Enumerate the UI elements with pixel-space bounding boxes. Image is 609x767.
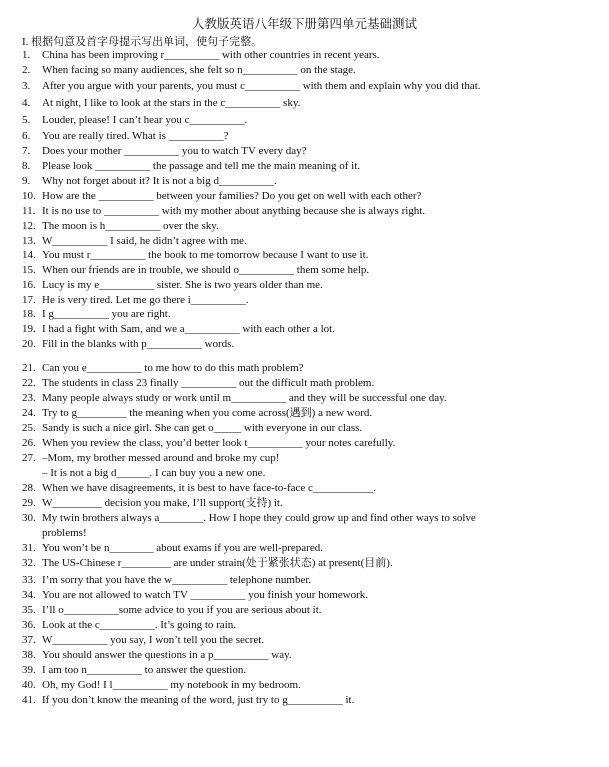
question-item <box>22 204 592 219</box>
question-item <box>22 588 592 603</box>
question-item <box>22 322 592 337</box>
question-number: 3. <box>22 80 31 92</box>
question-text: Please look __________ the passage and tell me the main meaning of it. <box>42 160 361 172</box>
question-text: You are not allowed to watch TV __________ you finish your homework. <box>42 589 368 601</box>
question-number: 4. <box>22 97 31 109</box>
question-text: At night, I like to look at the stars in the c__________ sky. <box>42 97 301 109</box>
question-item <box>22 79 592 94</box>
question-item <box>22 219 592 234</box>
question-text: I’m sorry that you have the w__________ telephone number. <box>42 574 312 586</box>
question-item <box>22 248 592 263</box>
question-item <box>22 618 592 633</box>
question-item <box>22 337 592 352</box>
question-number: 38. <box>22 649 36 661</box>
question-item <box>22 421 592 436</box>
question-text: W_________ decision you make, I’ll support(支持) it. <box>42 497 283 509</box>
question-text: The students in class 23 finally __________ out the difficult math problem. <box>42 377 375 389</box>
question-text: Fill in the blanks with p__________ words. <box>42 338 235 350</box>
question-number: 37. <box>22 634 36 646</box>
question-number: 19. <box>22 323 36 335</box>
question-text: I g__________ you are right. <box>42 308 171 320</box>
question-number: 27. <box>22 452 36 464</box>
question-item <box>22 466 592 481</box>
question-text: I’ll o__________some advice to you if you are serious about it. <box>42 604 322 616</box>
question-item <box>22 451 592 466</box>
question-number: 13. <box>22 235 36 247</box>
question-number: 26. <box>22 437 36 449</box>
question-item <box>22 648 592 663</box>
question-text: Louder, please! I can’t hear you c__________. <box>42 114 248 126</box>
question-item <box>22 406 592 421</box>
question-item <box>22 278 592 293</box>
question-text: He is very tired. Let me go there i__________. <box>42 294 249 306</box>
question-item <box>22 436 592 451</box>
question-item <box>22 496 592 511</box>
question-number: 33. <box>22 574 36 586</box>
question-text: You should answer the questions in a p__________ way. <box>42 649 292 661</box>
question-text: W__________ you say, I won’t tell you the secret. <box>42 634 265 646</box>
question-text: Many people always study or work until m__________ and they will be successful one day. <box>42 392 447 404</box>
question-number: 32. <box>22 557 36 569</box>
question-item <box>22 663 592 678</box>
question-number: 11. <box>22 205 36 217</box>
question-item <box>22 391 592 406</box>
question-item <box>22 376 592 391</box>
question-number: 2. <box>22 64 31 76</box>
question-item <box>22 159 592 174</box>
question-number: 24. <box>22 407 36 419</box>
question-text: The moon is h__________ over the sky. <box>42 220 219 232</box>
question-number: 22. <box>22 377 36 389</box>
question-text: The US-Chinese r_________ are under strain(处于紧张状态) at present(目前). <box>42 557 393 569</box>
question-text: After you argue with your parents, you must c__________ with them and explain why you did that. <box>42 80 481 92</box>
question-item <box>22 293 592 308</box>
question-item <box>22 63 592 78</box>
question-text: China has been improving r__________ with other countries in recent years. <box>42 49 380 61</box>
question-number: 8. <box>22 160 31 172</box>
question-number: 23. <box>22 392 36 404</box>
question-number: 14. <box>22 249 36 261</box>
question-text: I am too n__________ to answer the question. <box>42 664 247 676</box>
question-text: If you don’t know the meaning of the word, just try to g__________ it. <box>42 694 355 706</box>
question-number: 18. <box>22 308 36 320</box>
question-item <box>22 511 592 540</box>
question-text: Sandy is such a nice girl. She can get o_____ with everyone in our class. <box>42 422 363 434</box>
question-item <box>22 234 592 249</box>
question-number: 21. <box>22 362 36 374</box>
question-item <box>22 481 592 496</box>
question-item <box>22 603 592 618</box>
question-number: 7. <box>22 145 31 157</box>
question-item <box>22 678 592 693</box>
question-text: When you review the class, you’d better look t__________ your notes carefully. <box>42 437 396 449</box>
question-number: 25. <box>22 422 36 434</box>
question-text: Can you e__________ to me how to do this math problem? <box>42 362 304 374</box>
question-text: – It is not a big d______. I can buy you a new one. <box>42 467 266 479</box>
question-text: I had a fight with Sam, and we a__________ with each other a lot. <box>42 323 335 335</box>
question-number: 29. <box>22 497 36 509</box>
question-text: Oh, my God! I l__________ my notebook in my bedroom. <box>42 679 301 691</box>
question-item <box>22 174 592 189</box>
question-item <box>22 144 592 159</box>
question-item <box>22 263 592 278</box>
question-text: You are really tired. What is __________? <box>42 130 229 142</box>
question-number: 41. <box>22 694 36 706</box>
question-item <box>22 129 592 144</box>
question-item <box>22 633 592 648</box>
question-text: Try to g_________ the meaning when you come across(遇到) a new word. <box>42 407 373 419</box>
question-number: 35. <box>22 604 36 616</box>
page-title: 人教版英语八年级下册第四单元基础测试 <box>191 17 417 31</box>
question-text: It is no use to __________ with my mother about anything because she is always right. <box>42 205 426 217</box>
question-number: 20. <box>22 338 36 350</box>
question-text: –Mom, my brother messed around and broke my cup! <box>42 452 280 464</box>
question-item <box>22 96 592 111</box>
question-text: Lucy is my e__________ sister. She is two years older than me. <box>42 279 323 291</box>
question-number: 39. <box>22 664 36 676</box>
question-item <box>22 556 592 571</box>
question-number: 31. <box>22 542 36 554</box>
question-number: 40. <box>22 679 36 691</box>
question-number: 36. <box>22 619 36 631</box>
question-text: You won’t be n________ about exams if you are well-prepared. <box>42 542 323 554</box>
question-text: How are the __________ between your families? Do you get on well with each other? <box>42 190 422 202</box>
question-text: Does your mother __________ you to watch TV every day? <box>42 145 307 157</box>
question-text: When we have disagreements, it is best to have face-to-face c___________. <box>42 482 377 494</box>
question-item <box>22 693 592 708</box>
question-item <box>22 541 592 556</box>
question-item <box>22 48 592 63</box>
question-number: 10. <box>22 190 36 202</box>
question-item <box>22 307 592 322</box>
question-number: 30. <box>22 512 36 524</box>
question-number: 5. <box>22 114 31 126</box>
question-item <box>22 573 592 588</box>
question-number: 28. <box>22 482 36 494</box>
question-number: 9. <box>22 175 31 187</box>
question-text: When our friends are in trouble, we should o__________ them some help. <box>42 264 370 276</box>
question-text: You must r__________ the book to me tomorrow because I want to use it. <box>42 249 369 261</box>
question-number: 1. <box>22 49 31 61</box>
question-text: Look at the c__________. It’s going to rain. <box>42 619 236 631</box>
question-text: W__________ I said, he didn’t agree with me. <box>42 235 247 247</box>
question-text: Why not forget about it? It is not a big d__________. <box>42 175 277 187</box>
section-instruction: I. 根据句意及首字母提示写出单词，使句子完整。 <box>22 36 263 48</box>
question-number: 12. <box>22 220 36 232</box>
question-number: 34. <box>22 589 36 601</box>
question-text: When facing so many audiences, she felt so n__________ on the stage. <box>42 64 356 76</box>
question-text-continuation: problems! <box>42 526 87 539</box>
question-item <box>22 361 592 376</box>
question-item <box>22 113 592 128</box>
question-number: 6. <box>22 130 31 142</box>
question-number: 15. <box>22 264 36 276</box>
question-item <box>22 189 592 204</box>
question-number: 17. <box>22 294 36 306</box>
question-number: 16. <box>22 279 36 291</box>
question-text: My twin brothers always a________. How I hope they could grow up and find other ways to solve <box>42 512 476 524</box>
